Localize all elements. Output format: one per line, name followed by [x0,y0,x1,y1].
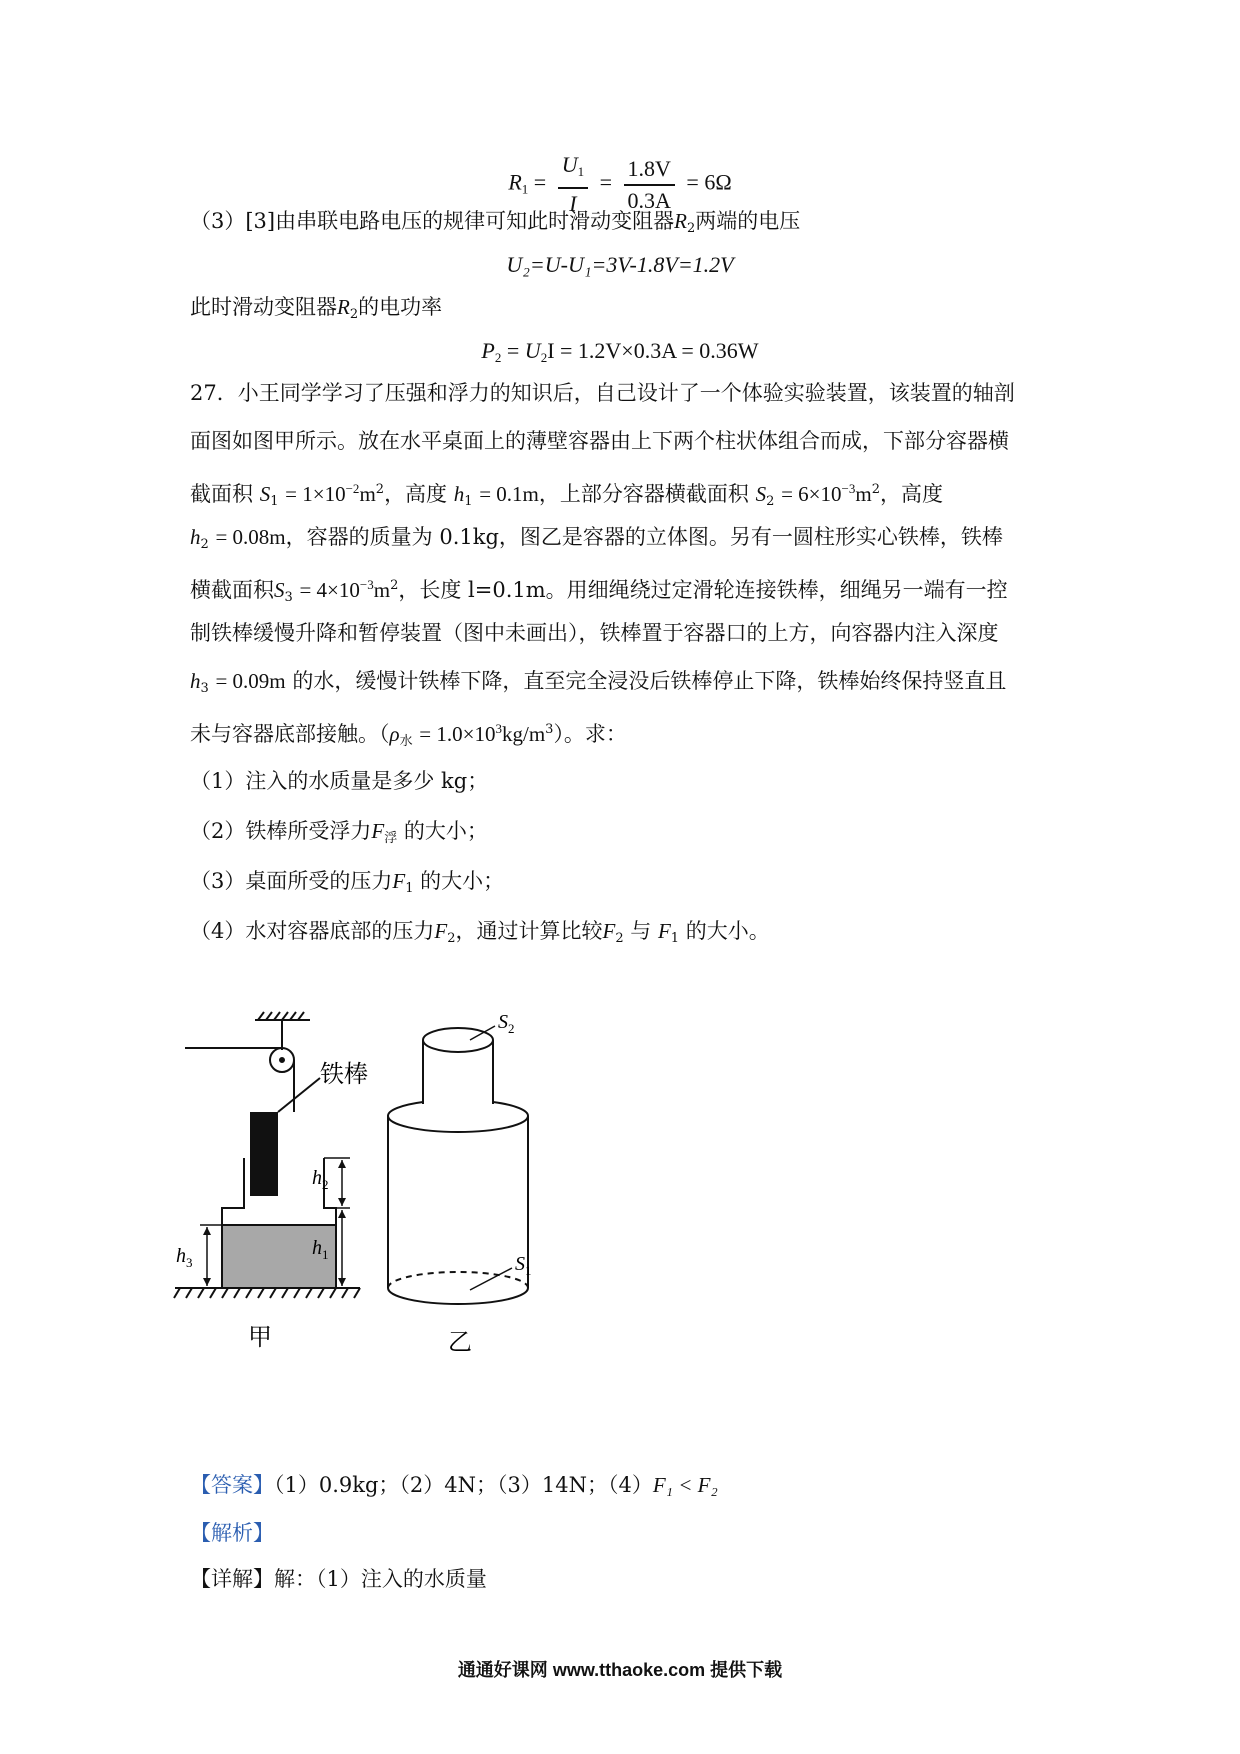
rod-label-leader [278,1078,320,1112]
sub-question-2: （2）铁棒所受浮力$F_浮$ 的大小； [190,819,488,846]
sub: 浮 [384,831,398,846]
text: ，通过计算比较 [455,919,603,943]
den: 0.3A [627,187,671,213]
q27-line5: 横截面积$S_3 = 4\times 10^{-3}m^2$，长度 l=0.1m。用细绳绕过定滑轮连接铁棒，细绳另一端有一控 [190,577,1008,605]
h2-value: = 0.08m [215,525,286,549]
q27-line2: 面图如图甲所示。放在水平桌面上的薄壁容器由上下两个柱状体组合而成，下部分容器横 [190,429,1009,453]
sub: 2 [494,350,502,365]
sub: 2 [349,307,359,322]
top-ellipse [423,1028,493,1052]
s1-leader [470,1268,512,1290]
text: （2）铁棒所受浮力 [190,819,372,843]
sub: 1 [521,181,529,197]
q27-line4: $h_2 = 0.08m$，容器的质量为 0.1kg，图乙是容器的立体图。另有一圆柱形实心铁棒，铁棒 [190,525,1003,552]
power-intro [190,292,442,330]
exp: −3 [841,481,856,496]
figure-yi [388,1026,528,1304]
s1-value: = 1×10 [285,482,346,506]
var: P [481,338,495,363]
pulley-axle [280,1058,284,1062]
text: 此时滑动变阻器 [190,295,337,319]
var: R [337,295,350,319]
unit: kg/m [501,722,546,746]
result: 6Ω [704,169,732,195]
label-h1: $h_1$ [312,1237,329,1262]
text: ，长度 l=0.1m。用细绳绕过定滑轮连接铁棒，细绳另一端有一控 [398,578,1008,602]
rho-value: = 1.0×10 [419,722,496,746]
var: U [524,338,541,363]
answer-line [190,1470,718,1500]
text: 的水，缓慢计铁棒下降，直至完全浸没后铁棒停止下降，铁棒始终保持竖直且 [292,669,1007,693]
text: ）。求： [553,722,627,746]
q27-line6: 制铁棒缓慢升降和暂停装置（图中未画出），铁棒置于容器口的上方，向容器内注入深度 [190,621,999,645]
sub-question-4: （4）水对容器底部的压力$F_2$，通过计算比较$F_2$ 与 $F_1$ 的大小。 [190,919,770,946]
s2-leader [470,1026,495,1040]
q27-line3: 截面积 $S_1 = 1\times 10^{-2}m^2$，高度 $h_1 = 0.1m$，上部分容器横截面积 $S_2 = 6\times 10^{-3}m^2$，高度 [190,481,943,509]
q27-line8: 未与容器底部接触。$(\rho_水 = 1.0\times 10^3kg/m^3)$。求： [190,721,627,749]
formula-r1: $R_1$ = $\frac{U_1}{I}$ = $\frac{1.8V}{0.3A}$ = 6Ω [0,150,1240,219]
exp: −3 [359,577,374,592]
ground-hatch [174,1288,360,1298]
text: ，高度 [879,482,943,506]
text: 的电功率 [358,295,443,319]
answer-tag: 【答案】 [190,1473,274,1497]
sub-question-3: （3）桌面所受的压力$F_1$ 的大小； [190,869,505,896]
iron-rod [250,1112,278,1196]
num: 1.8V [624,154,675,186]
s3-value: = 4×10 [299,578,360,602]
text: 未与容器底部接触。（ [190,722,390,746]
den: I [569,191,577,216]
label-jia: 甲 [248,1325,272,1351]
var-r: R [508,169,522,195]
text: 的大小。 [685,919,770,943]
shoulder-left [388,1102,423,1116]
text: （4）水对容器底部的压力 [190,919,435,943]
sub-question-1: （1）注入的水质量是多少 kg； [190,769,489,793]
physics-figure [170,1000,670,1420]
shoulder-front [388,1116,528,1132]
h1-value: = 0.1m [479,482,539,506]
label-h2: $h_2$ [312,1167,329,1192]
sub: 2 [686,221,696,236]
label-s2: $S_2$ [498,1011,515,1036]
var: R [674,209,687,233]
text: （3）桌面所受的压力 [190,869,393,893]
sub: 水 [399,734,413,749]
text: 的大小； [403,819,488,843]
q27-line1: 27．小王同学学习了压强和浮力的知识后，自己设计了一个体验实验装置，该装置的轴剖 [190,381,1015,405]
label-s1: $S_1$ [515,1253,532,1278]
label-h3: $h_3$ [176,1245,193,1270]
answer-compare: F₁ < F₂ [652,1473,718,1497]
text: 截面积 [190,482,253,506]
label-yi: 乙 [448,1330,472,1356]
exp: −2 [345,481,360,496]
shoulder-right [493,1102,528,1116]
text: （3）[3]由串联电路电压的规律可知此时滑动变阻器 [190,209,675,233]
text: I = 1.2V×0.3A = 0.36W [547,338,759,363]
q27-line7: $h_3 = 0.09m$ 的水，缓慢计铁棒下降，直至完全浸没后铁棒停止下降，铁棒始终保持竖直且 [190,669,1007,696]
ceiling-hatch [258,1012,304,1020]
base-front [388,1288,528,1304]
base-back-dashed [388,1272,528,1288]
text: ，上部分容器横截面积 [538,482,749,506]
answer-text: （1）0.9kg；（2）4N；（3）14N；（4） [274,1473,653,1497]
sub: 1 [577,164,585,179]
part3-text [190,206,800,244]
s2-value: = 6×10 [781,482,842,506]
detail-line [190,1564,487,1594]
rod-label: 铁棒 [320,1062,368,1088]
page-footer: 通通好课网 www.tthaoke.com 提供下载 [457,1660,783,1680]
unit: m [359,482,376,506]
exp: 3 [495,721,502,736]
eq-u2: U₂=U-U₁=3V-1.8V=1.2V [506,252,734,277]
analysis-tag: 【解析】 [190,1521,274,1545]
text: 的大小； [420,869,505,893]
text: ，容器的质量为 0.1kg，图乙是容器的立体图。另有一圆柱形实心铁棒，铁棒 [285,525,1003,549]
text: 两端的电压 [695,209,801,233]
detail-tag: 【详解】 [190,1567,274,1591]
eq-p2: $P_2 = U_2I = 1.2V\times 0.3A = 0.36W$ [481,338,759,365]
h3-value: = 0.09m [215,669,286,693]
sub: 2 [540,350,548,365]
detail-text: 解：（1）注入的水质量 [274,1567,487,1591]
num: U [561,152,578,177]
text: ，高度 [384,482,448,506]
text: 与 [630,919,652,943]
text: 横截面积 [190,578,274,602]
